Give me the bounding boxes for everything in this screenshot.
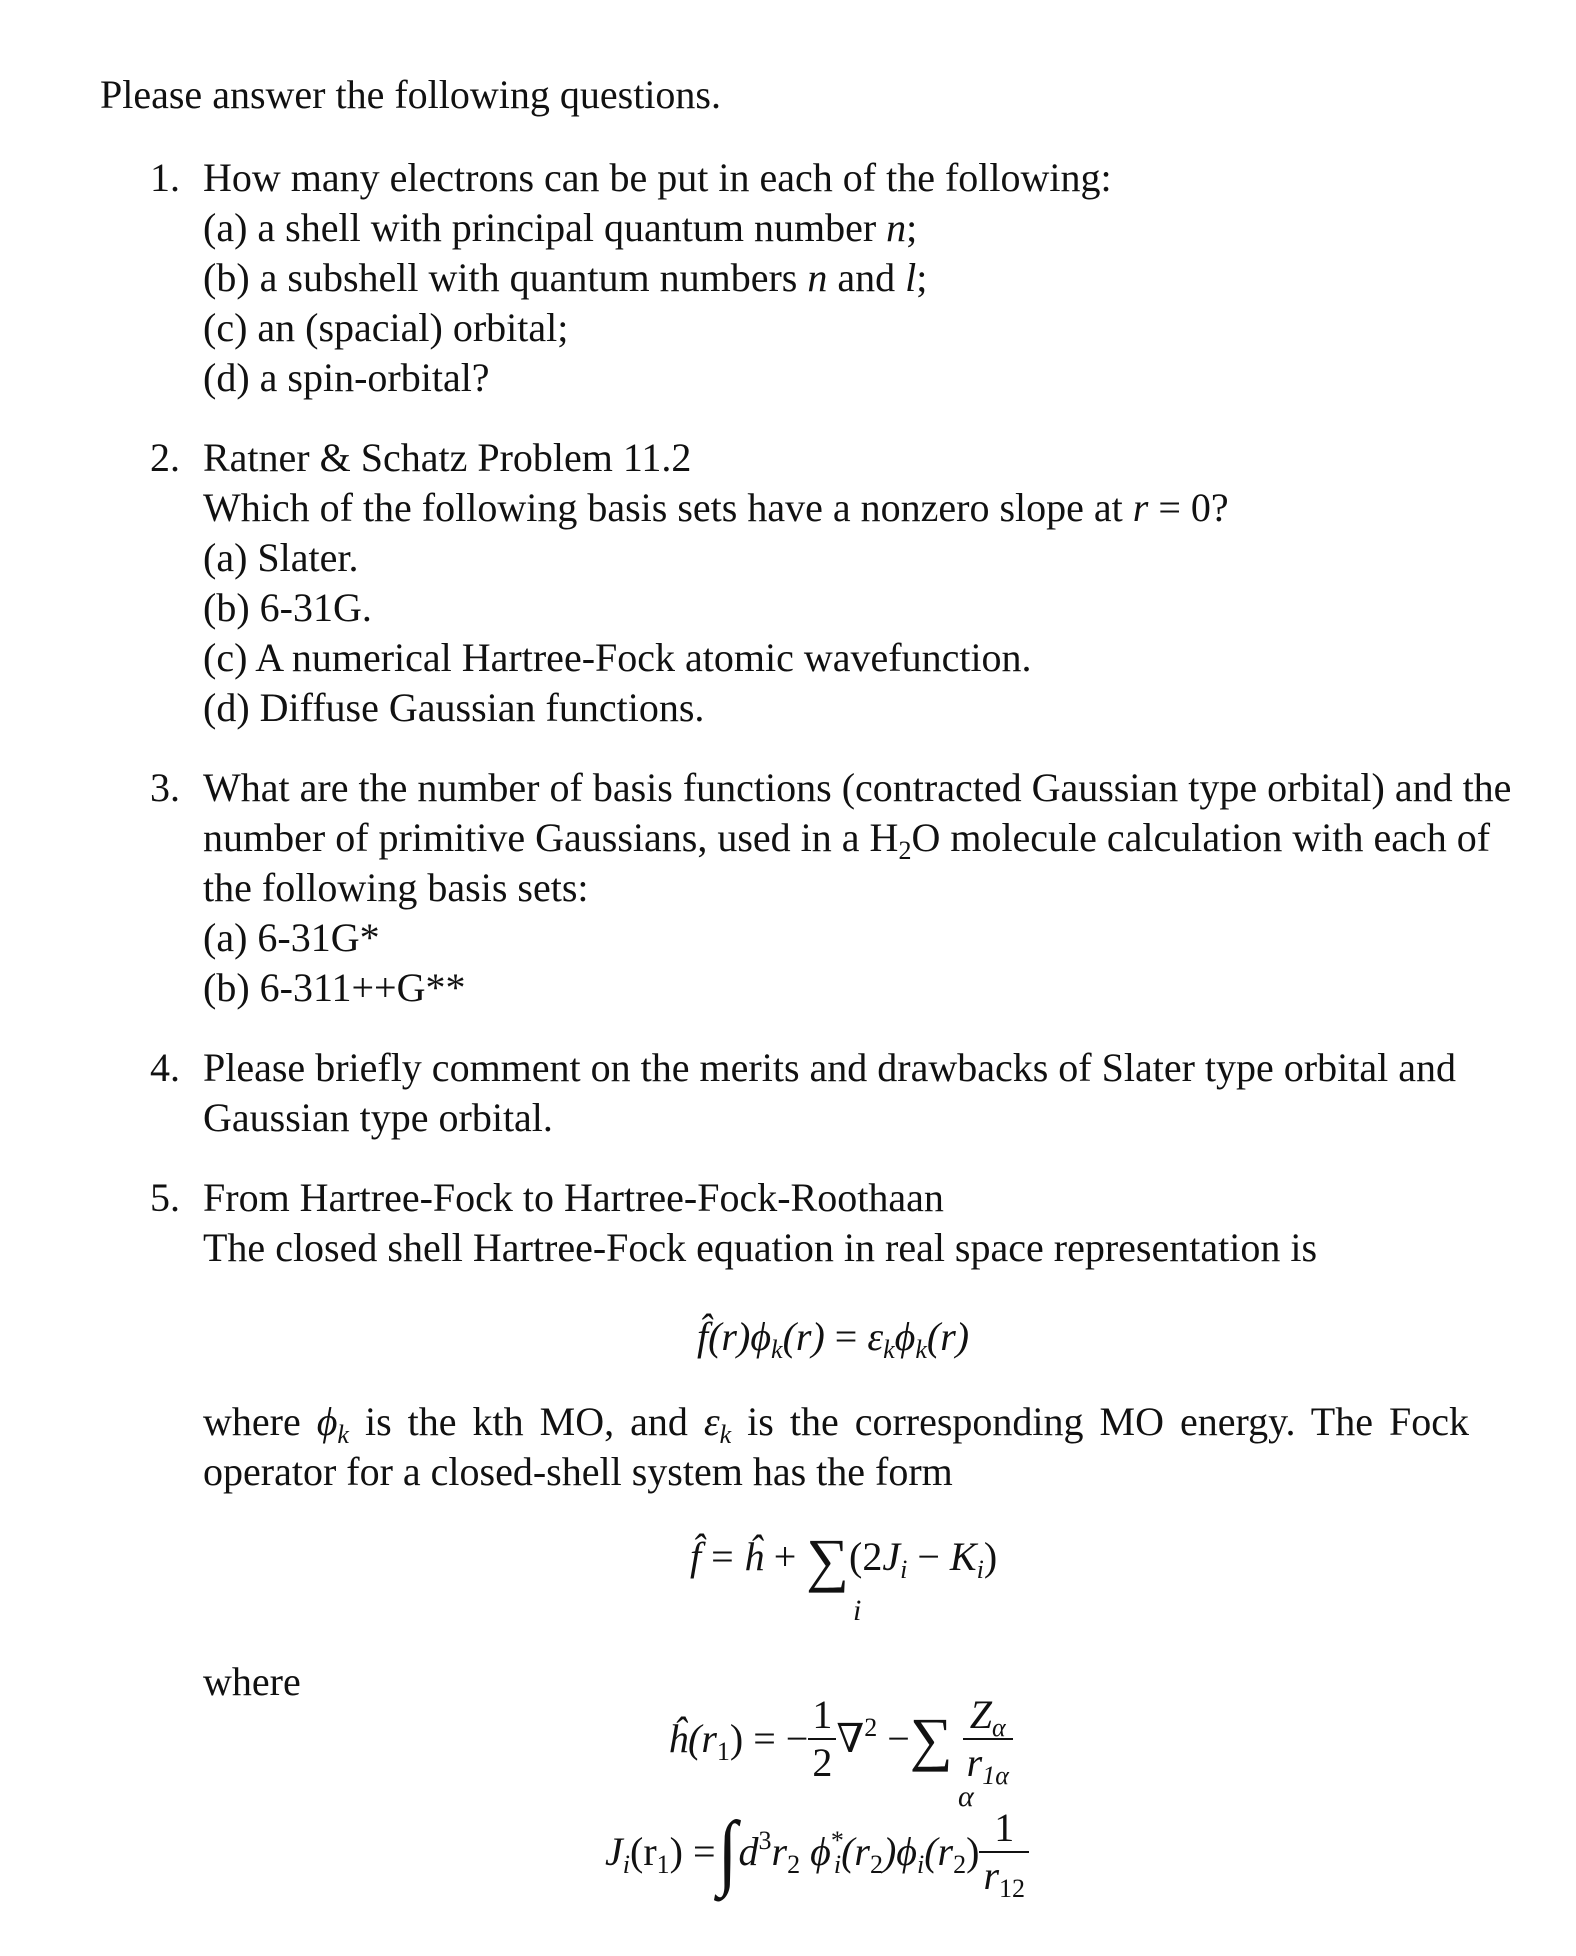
question-line: the following basis sets: [203, 865, 589, 910]
question-line: Gaussian type orbital. [203, 1095, 553, 1140]
question-body [203, 1173, 1530, 1273]
option-a: (a) a shell with principal quantum number n; [203, 205, 918, 250]
question-line: How many electrons can be put in each of the following: [203, 155, 1112, 200]
option-c: (c) an (spacial) orbital; [203, 305, 569, 350]
question-line: number of primitive Gaussians, used in a $H_2O$ molecule calculation with each of [203, 815, 1491, 865]
option-d: (d) Diffuse Gaussian functions. [203, 685, 705, 730]
equation-fock-operator: f̂ = ĥ + $\sum(2J_i - K_i)$ i [690, 1527, 998, 1627]
question-line: Please briefly comment on the merits and drawbacks of Slater type orbital and [203, 1045, 1456, 1090]
question-body [203, 1397, 1530, 1497]
intro-text: Please answer the following questions. [100, 72, 721, 117]
fraction-one-over-r12: $\frac{1}{r_{12}}$ [979, 1805, 1029, 1899]
question-line: Ratner & Schatz Problem 11.2 [203, 435, 692, 480]
option-b: (b) 6-31G. [203, 585, 372, 630]
question-line: From Hartree-Fock to Hartree-Fock-Roothaan [203, 1175, 944, 1220]
question-line: The closed shell Hartree-Fock equation in real space representation is [203, 1225, 1318, 1270]
option-b: (b) 6-311++G** [203, 965, 466, 1010]
question-body [203, 433, 1530, 733]
question-line: operator for a closed-shell system has the form [203, 1449, 953, 1494]
question-number: 2. [150, 435, 180, 480]
question-body [203, 153, 1530, 403]
question-line: Which of the following basis sets have a nonzero slope at r = 0? [203, 485, 1229, 530]
question-number: 1. [150, 155, 180, 200]
option-a: (a) Slater. [203, 535, 359, 580]
question-number: 3. [150, 765, 180, 810]
question-number: 5. [150, 1175, 180, 1220]
fraction-one-half: $\frac{1}{2}$ [808, 1692, 836, 1786]
equation-core-hamiltonian: $ĥ(r_1)$ = − $\frac{1}{2}$ ∇$^2$ −∑ $\frac{Z_\alpha}{r_{1\alpha}}$ α [668, 1692, 1013, 1812]
fraction-z-over-r: $\frac{Z_\alpha}{r_{1\alpha}}$ [963, 1692, 1013, 1786]
question-body [203, 763, 1530, 1013]
option-d: (d) a spin-orbital? [203, 355, 490, 400]
question-line: What are the number of basis functions (contracted Gaussian type orbital) and the [203, 765, 1512, 810]
question-line: where $\phi_k$ is the kth MO, and $\varepsilon_k$ is the corresponding MO energy. The Fock [203, 1399, 1469, 1449]
option-b: (b) a subshell with quantum numbers n and l; [203, 255, 928, 300]
option-c: (c) A numerical Hartree-Fock atomic wavefunction. [203, 635, 1032, 680]
equation-hartree-fock: $f̂(r)\phi_k(r) = \varepsilon_k\phi_k(r)$ [697, 1314, 970, 1364]
question-line: where [203, 1659, 301, 1704]
equation-coulomb-operator: $J_i(r_1) =\int d^3r_2$ $\phi^*_i(r_2)\phi_i(r_2)$ $\frac{1}{r_{12}}$ [605, 1805, 1029, 1935]
question-number: 4. [150, 1045, 180, 1090]
option-a: (a) 6-31G* [203, 915, 380, 960]
question-body [203, 1043, 1530, 1143]
